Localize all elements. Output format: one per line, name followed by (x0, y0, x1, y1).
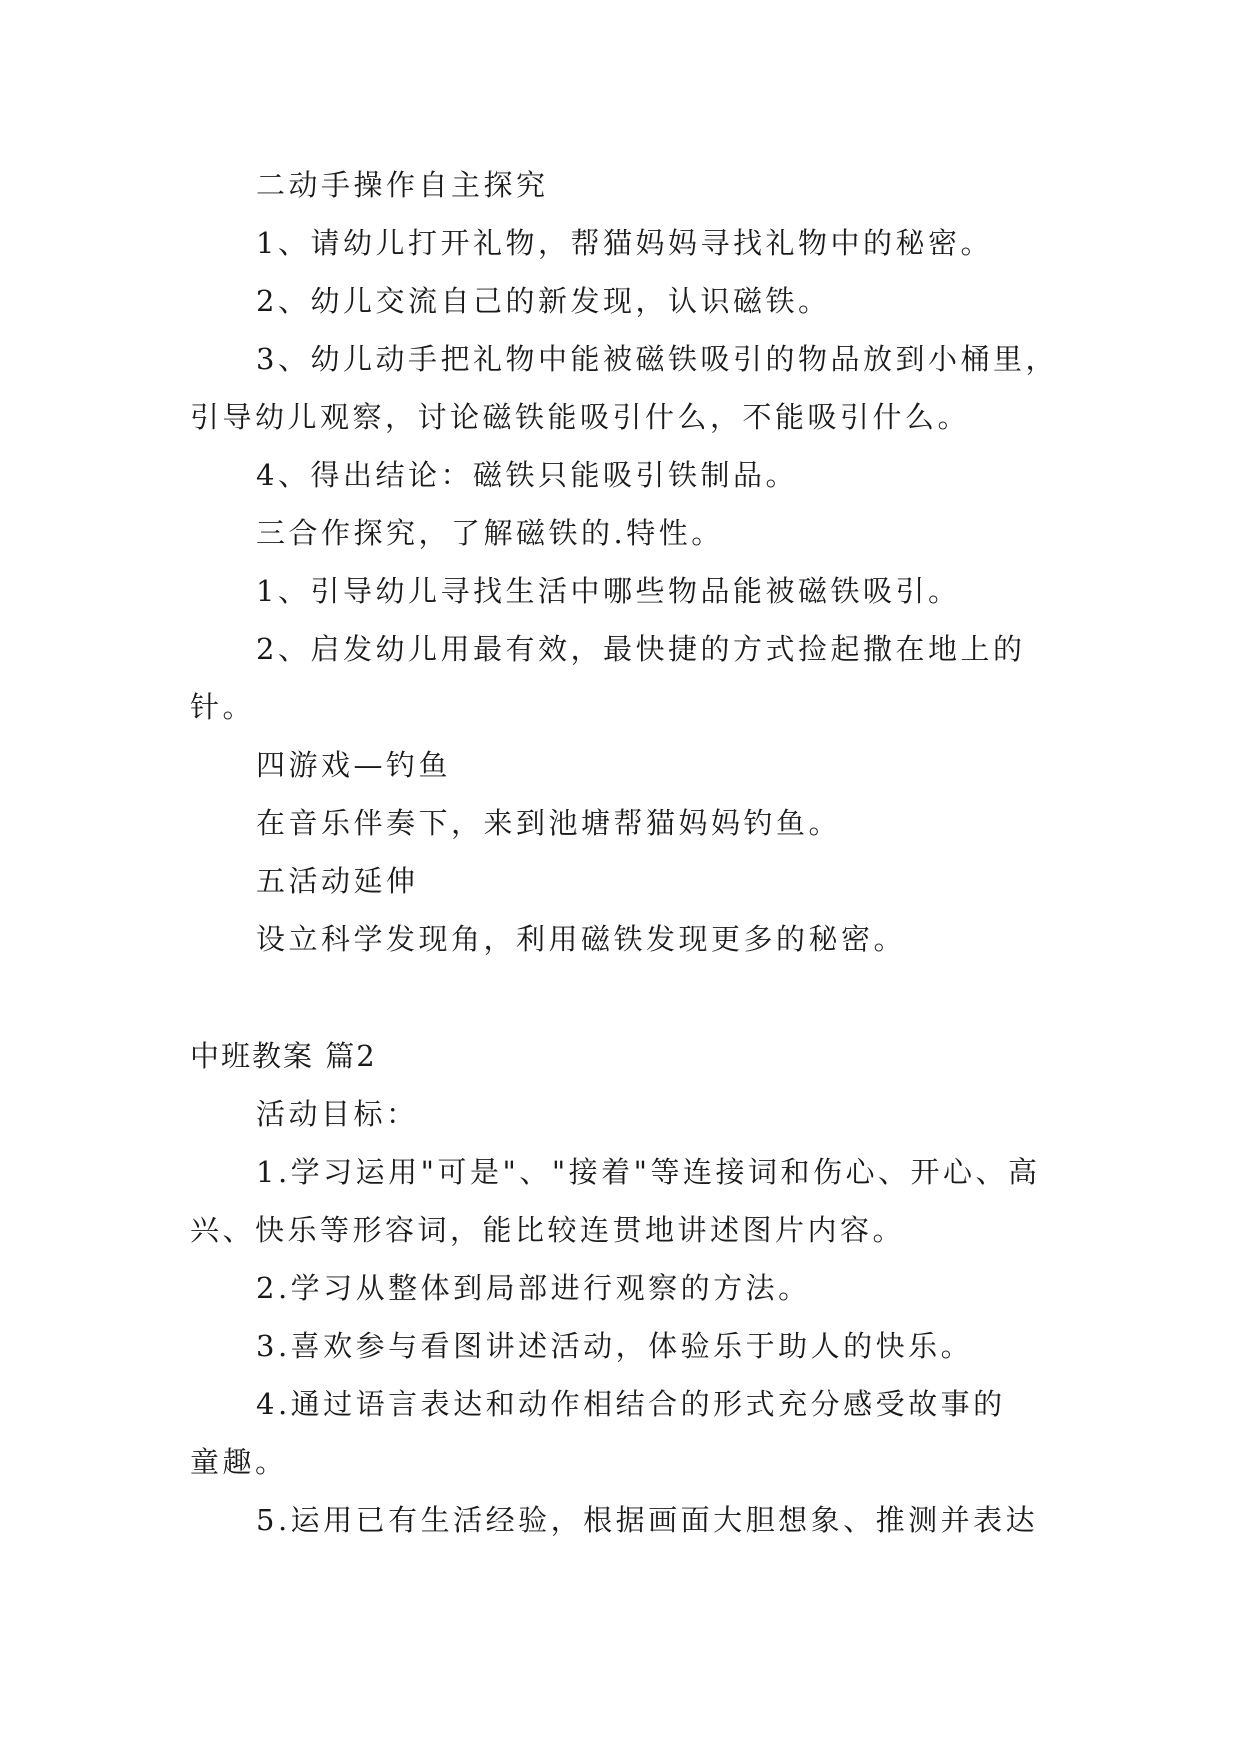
paragraph-line: 3.喜欢参与看图讲述活动，体验乐于助人的快乐。 (256, 1329, 974, 1363)
paragraph-line: 引导幼儿观察，讨论磁铁能吸引什么，不能吸引什么。 (190, 400, 971, 434)
paragraph-line: 4.通过语言表达和动作相结合的形式充分感受故事的 (256, 1387, 1006, 1421)
paragraph-line: 针。 (190, 690, 256, 724)
paragraph-line: 2.学习从整体到局部进行观察的方法。 (256, 1271, 811, 1305)
section-heading-3: 三合作探究，了解磁铁的.特性。 (256, 516, 724, 550)
paragraph-line: 设立科学发现角，利用磁铁发现更多的秘密。 (256, 922, 907, 956)
paragraph-line: 2、启发幼儿用最有效，最快捷的方式捡起撒在地上的 (256, 632, 1026, 666)
paragraph-line: 1、请幼儿打开礼物，帮猫妈妈寻找礼物中的秘密。 (256, 226, 993, 260)
paragraph-line: 5.运用已有生活经验，根据画面大胆想象、推测并表达 (256, 1503, 1039, 1537)
section-heading-5: 五活动延伸 (256, 864, 419, 898)
paragraph-line: 3、幼儿动手把礼物中能被磁铁吸引的物品放到小桶里， (256, 342, 1058, 376)
paragraph-line: 1、引导幼儿寻找生活中哪些物品能被磁铁吸引。 (256, 574, 961, 608)
paragraph-line: 2、幼儿交流自己的新发现，认识磁铁。 (256, 284, 831, 318)
paragraph-line: 4、得出结论：磁铁只能吸引铁制品。 (256, 458, 798, 492)
paragraph-line: 1.学习运用"可是"、"接着"等连接词和伤心、开心、高 (256, 1155, 1041, 1189)
paragraph-line: 童趣。 (190, 1445, 288, 1479)
section-heading-2: 二动手操作自主探究 (256, 168, 549, 202)
paragraph-line: 在音乐伴奏下，来到池塘帮猫妈妈钓鱼。 (256, 806, 842, 840)
lesson-title: 中班教案 篇2 (190, 1039, 377, 1073)
paragraph-line: 兴、快乐等形容词，能比较连贯地讲述图片内容。 (190, 1213, 906, 1247)
objectives-heading: 活动目标： (256, 1097, 419, 1131)
section-heading-4: 四游戏—钓鱼 (256, 748, 452, 782)
